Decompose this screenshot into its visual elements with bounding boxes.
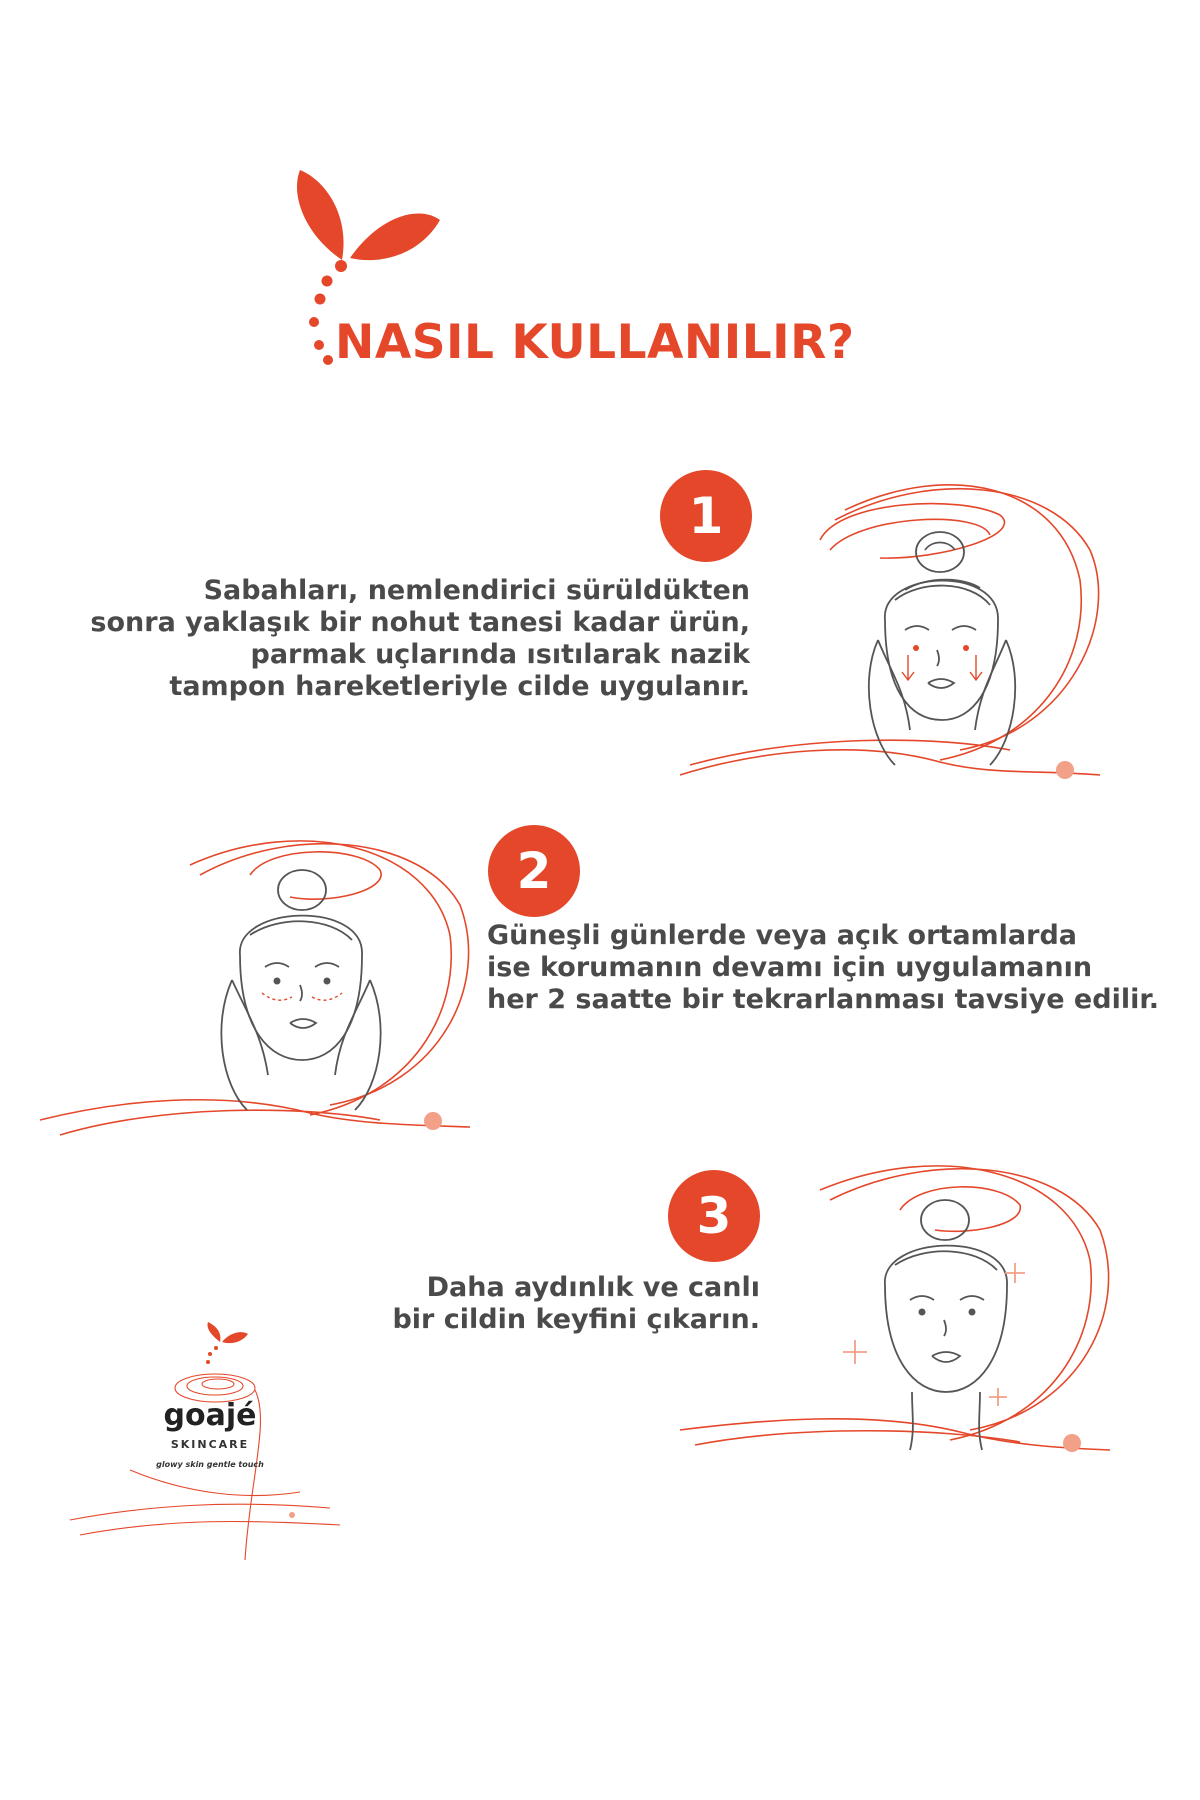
step-number-badge: 2 — [488, 825, 580, 917]
step-1 — [0, 460, 1200, 790]
page-title: NASIL KULLANILIR? — [335, 315, 855, 370]
instruction-line: Daha aydınlık ve canlı — [426, 1272, 760, 1303]
instruction-line: her 2 saatte bir tekrarlanması tavsiye edilir. — [487, 984, 1160, 1015]
instruction-line: tampon hareketleriyle cilde uygulanır. — [169, 671, 750, 702]
brand-wordmark — [125, 1398, 295, 1478]
instruction-line: bir cildin keyfini çıkarın. — [392, 1304, 760, 1335]
brand-tagline: glowy skin gentle touch — [156, 1460, 264, 1469]
step-instructions — [487, 920, 1159, 1016]
instruction-line: sonra yaklaşık bir nohut tanesi kadar ürün, — [90, 607, 750, 638]
instruction-line: Sabahları, nemlendirici sürüldükten — [203, 575, 750, 606]
face-hands-cheeks-illustration — [680, 480, 1120, 780]
instruction-line: parmak uçlarında ısıtılarak nazik — [250, 639, 750, 670]
step-instructions — [90, 575, 750, 703]
title-block — [280, 160, 880, 390]
face-hands-under-eyes-illustration — [40, 835, 480, 1135]
instruction-line: Güneşli günlerde veya açık ortamlarda — [487, 920, 1078, 951]
brand-subtitle: SKINCARE — [170, 1438, 250, 1451]
step-number-badge: 1 — [660, 470, 752, 562]
glowing-face-illustration — [680, 1160, 1120, 1460]
step-number-badge: 3 — [668, 1170, 760, 1262]
instruction-line: ise korumanın devamı için uygulamanın — [487, 952, 1093, 983]
brand-logo — [70, 1320, 340, 1580]
step-2 — [0, 815, 1200, 1145]
brand-name: goajé — [163, 1398, 257, 1433]
